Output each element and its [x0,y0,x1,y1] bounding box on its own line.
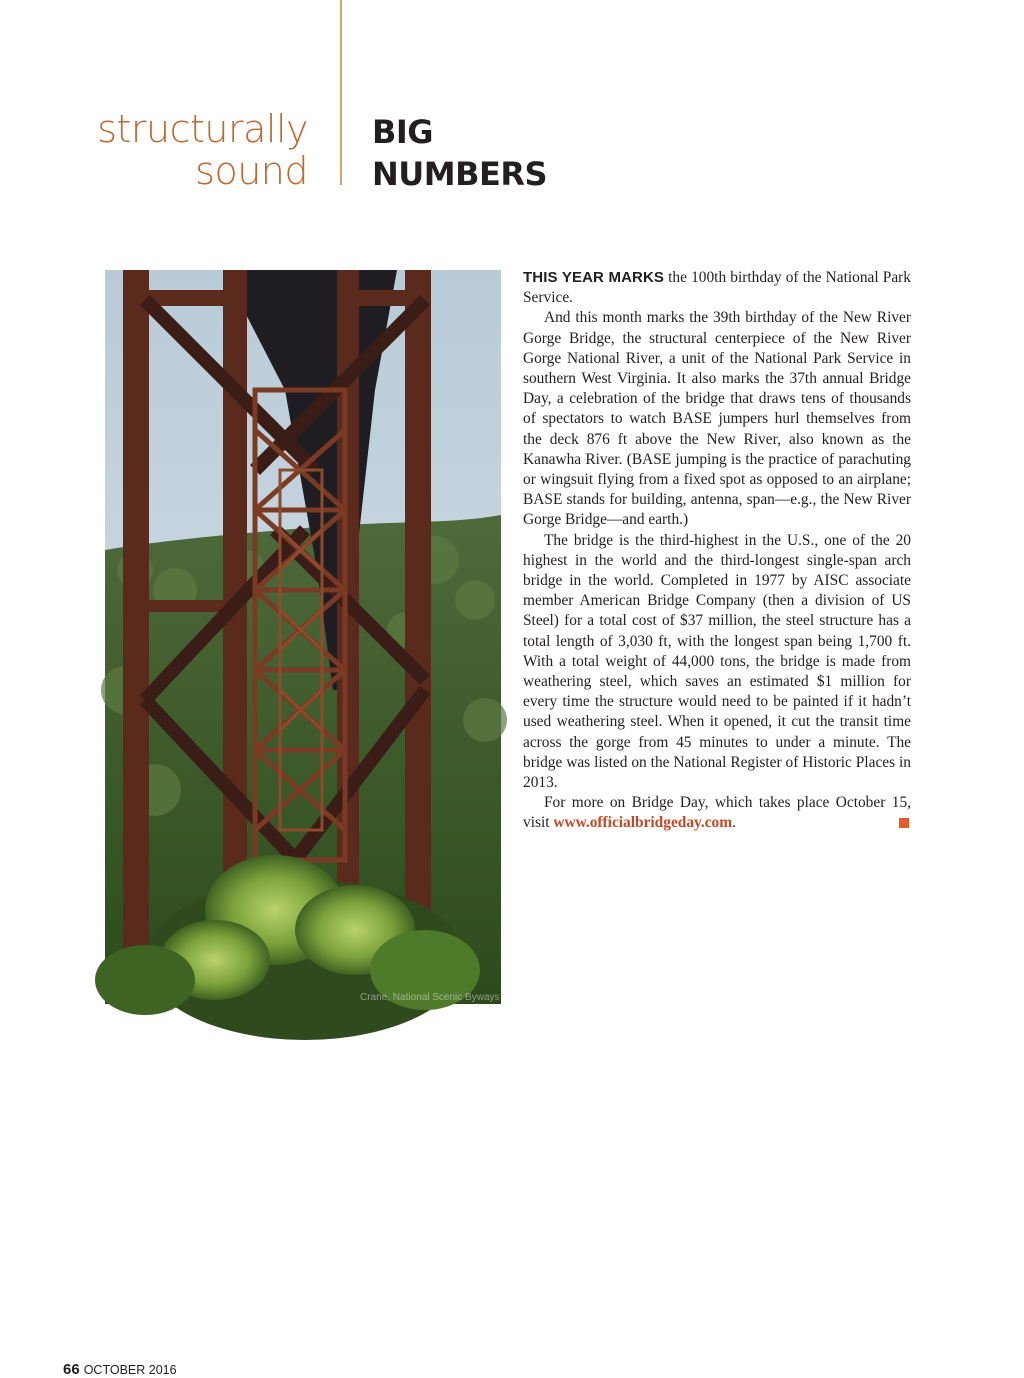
bridge-underside-illustration [105,270,501,1004]
page-number: 66 [63,1361,80,1378]
issue-date: OCTOBER 2016 [83,1363,177,1377]
paragraph-1-text: the 100th birthday of the National Park Service. [523,269,911,307]
article-paragraph-1 [523,268,911,308]
bridge-photo [105,270,532,1004]
page-footer [63,1361,177,1378]
article-paragraph-3: The bridge is the third-highest in the U.S., one of the 20 highest in the world and the third-longest single-span arch bridge in the world. Completed in 1977 by AISC associate member American Bridge Company (then a division of US Steel) for a total cost of $37 million, the steel structure has a total length of 3,030 ft, with the longest span being 1,700 ft. With a total weight of 44,000 tons, the bridge is made from weathering steel, which saves an estimated $1 million for every time the structure would need to be painted if it hadn’t used weathering steel. When it opened, it cut the transit time across the gorge from 45 minutes to under a minute. The bridge was listed on the National Register of Historic Places in 2013. [523,531,911,792]
lead-in: THIS YEAR MARKS [523,269,664,286]
article-body [523,268,911,834]
department-title-line-2: NUMBERS [372,155,548,193]
paragraph-4-text: For more on Bridge Day, which takes place October 15, visit [523,794,911,832]
section-title [97,108,308,192]
article-paragraph-4 [523,793,911,833]
section-title-line-1: structurally [97,107,308,151]
section-title-line-2: sound [195,149,308,193]
header-divider-rule [340,0,342,185]
end-of-story-mark [899,818,909,828]
paragraph-4-end: . [732,814,736,832]
bridge-day-link[interactable]: www.officialbridgeday.com [553,814,733,832]
article-paragraph-2: And this month marks the 39th birthday of the New River Gorge Bridge, the structural centerpiece of the New River Gorge National River, a unit of the National Park Service in southern West Virginia. It also marks the 37th annual Bridge Day, a celebration of the bridge that draws tens of thousands of spectators to watch BASE jumpers hurl themselves from the deck 876 ft above the New River, also known as the Kanawha River. (BASE jumping is the practice of parachuting or wingsuit flying from a fixed spot as opposed to an airplane; BASE stands for building, antenna, span—e.g., the New River Gorge Bridge—and earth.) [523,309,911,529]
photo-credit: Crane, National Scenic Byways Online [360,992,532,1003]
department-title-line-1: BIG [372,113,434,151]
department-title [372,111,547,195]
